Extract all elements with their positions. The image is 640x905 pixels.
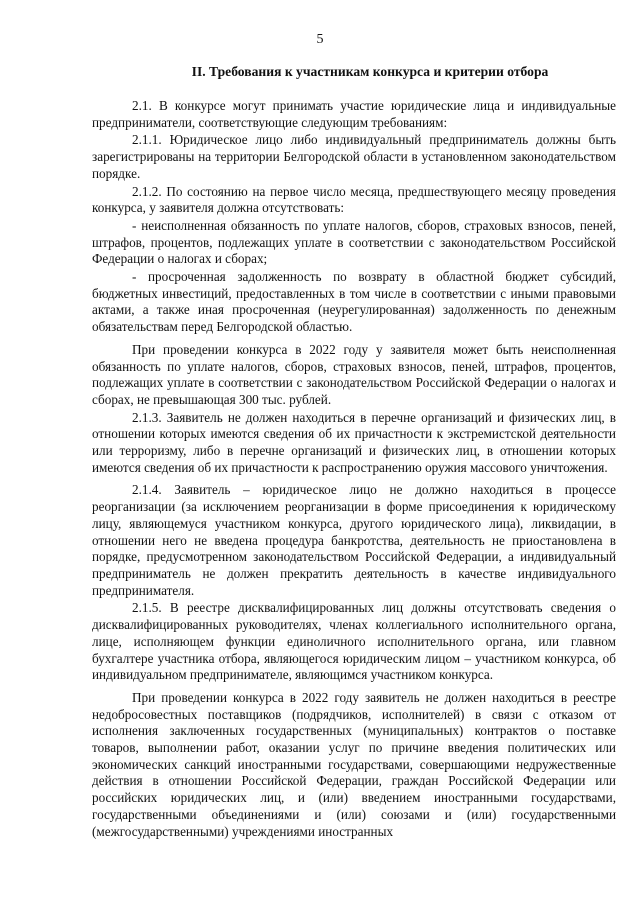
section-heading: II. Требования к участникам конкурса и критерии отбора <box>191 64 549 79</box>
page-number: 5 <box>316 32 324 47</box>
list-item-tax-debt: - неисполненная обязанность по уплате налогов, сборов, страховых взносов, пеней, штрафов, процентов, подлежащих уплате в соответствии с законодательством Российской Федерации о налогах и сборах; <box>92 217 616 267</box>
paragraph-2-1-5: 2.1.5. В реестре дисквалифицированных лиц должны отсутствовать сведения о дисквалифицированных руководителях, членах коллегиального исполнительного органа, лице, исполняющем функции единоличного исполнительного органа, или главном бухгалтере участника отбора, являющегося юридическим лицом – участником конкурса, об индивидуальном предпринимателе, являющимся участником конкурса. <box>92 600 616 683</box>
paragraph-2022-exception: При проведении конкурса в 2022 году у заявителя может быть неисполненная обязанность по уплате налогов, сборов, страховых взносов, пеней, штрафов, процентов, подлежащих уплате в соответствии с законодательством Российской Федерации о налогах и сборах, не превышающая 300 тыс. рублей. <box>92 341 616 407</box>
paragraph-2-1-3: 2.1.3. Заявитель не должен находиться в перечне организаций и физических лиц, в отношении которых имеются сведения об их причастности к экстремистской деятельности или терроризму, либо в перечне организаций и физических лиц, в отношении которых имеются сведения об их причастности к распространению оружия массового уничтожения. <box>92 409 616 475</box>
paragraph-2-1-2: 2.1.2. По состоянию на первое число месяца, предшествующего месяцу проведения конкурса, у заявителя должна отсутствовать: <box>92 183 616 216</box>
list-item-budget-debt: - просроченная задолженность по возврату в областной бюджет субсидий, бюджетных инвестиций, предоставленных в том числе в соответствии с иными правовыми актами, а также иная просроченная (неурегулированная) задолженность по денежным обязательствам перед Белгородской областью. <box>92 269 616 335</box>
document-body <box>92 98 616 841</box>
paragraph-2-1-1: 2.1.1. Юридическое лицо либо индивидуальный предприниматель должны быть зарегистрированы на территории Белгородской области в установленном законодательством порядке. <box>92 132 616 181</box>
paragraph-2022-registry: При проведении конкурса в 2022 году заявитель не должен находиться в реестре недобросовестных поставщиков (подрядчиков, исполнителей) в связи с отказом от исполнения заключенных государственных (муниципальных) контрактов о поставке товаров, выполнении работ, оказании услуг по причине введения политических или экономических санкций иностранными государствами, совершающими недружественные действия в отношении Российской Федерации, граждан Российской Федерации или российских юридических лиц, и (или) введением иностранными государствами, государственными объединениями и (или) союзами и (или) государственными (межгосударственными) учреждениями иностранных <box>92 689 616 839</box>
paragraph-2-1: 2.1. В конкурсе могут принимать участие юридические лица и индивидуальные предприниматели, соответствующие следующим требованиям: <box>92 98 616 130</box>
paragraph-2-1-4: 2.1.4. Заявитель – юридическое лицо не должно находиться в процессе реорганизации (за исключением реорганизации в форме присоединения к юридическому лицу, являющемуся участником конкурса, другого юридического лица), ликвидации, в отношении него не введена процедура банкротства, деятельность не приостановлена в порядке, предусмотренном законодательством Российской Федерации, а индивидуальный предприниматель не должен прекратить деятельность в качестве индивидуального предпринимателя. <box>92 482 616 598</box>
